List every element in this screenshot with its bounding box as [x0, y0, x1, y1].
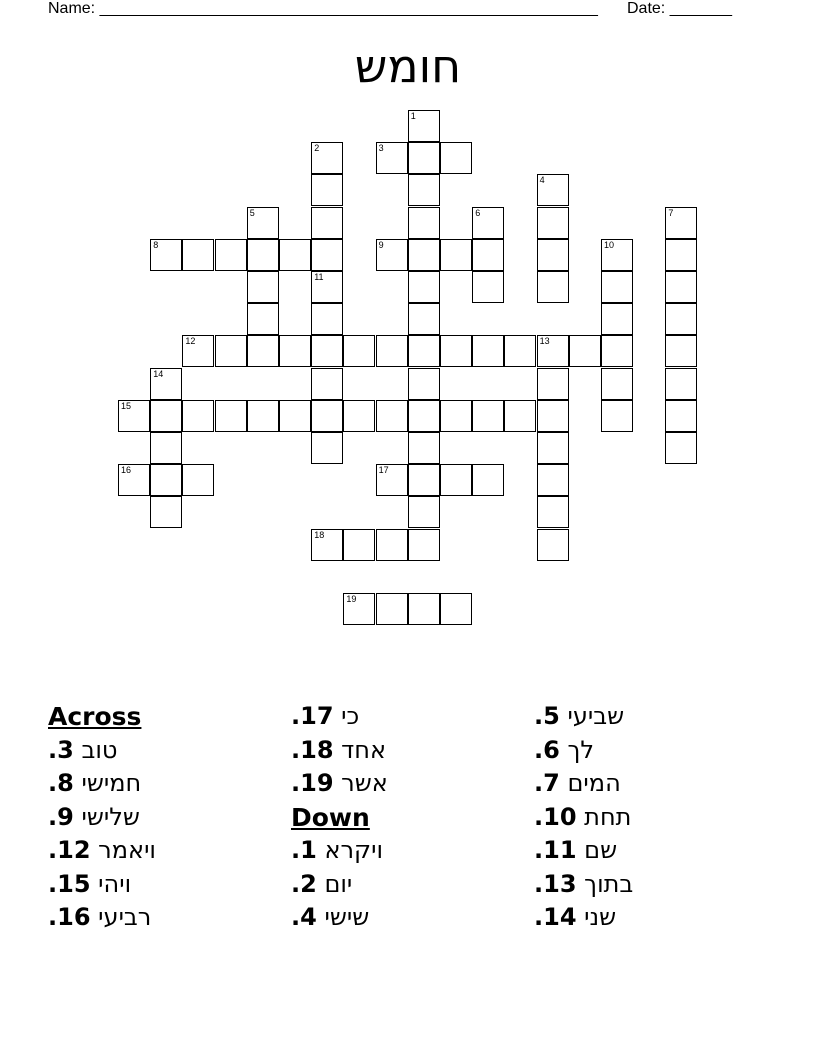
clue-item: [534, 801, 774, 835]
clue-number: 13.: [534, 869, 577, 898]
clue-item: [291, 767, 531, 801]
grid-cell[interactable]: [118, 464, 150, 496]
grid-cell[interactable]: [408, 142, 440, 174]
cell-number: 9: [378, 239, 384, 250]
clue-column-1: [48, 700, 288, 935]
grid-cell[interactable]: [665, 335, 697, 367]
grid-cell[interactable]: [311, 335, 343, 367]
grid-cell[interactable]: [150, 400, 182, 432]
grid-cell[interactable]: [182, 335, 214, 367]
grid-cell[interactable]: [150, 239, 182, 271]
grid-cell[interactable]: [665, 368, 697, 400]
cell-number: 7: [668, 207, 674, 218]
clue-column-3: [534, 700, 774, 935]
grid-cell[interactable]: [537, 368, 569, 400]
grid-cell[interactable]: [408, 207, 440, 239]
clue-number: 18.: [291, 735, 334, 764]
grid-cell[interactable]: [440, 400, 472, 432]
grid-cell[interactable]: [472, 335, 504, 367]
clue-number: 19.: [291, 769, 334, 797]
grid-cell[interactable]: [182, 464, 214, 496]
grid-cell[interactable]: [150, 464, 182, 496]
clue-text: חמישי: [81, 769, 142, 797]
clue-item: [48, 734, 288, 768]
grid-cell[interactable]: [537, 529, 569, 561]
clue-number: 10.: [534, 802, 577, 831]
grid-cell[interactable]: [247, 335, 279, 367]
grid-cell[interactable]: [247, 400, 279, 432]
cell-number: 1: [410, 111, 416, 121]
clue-number: 17.: [291, 702, 334, 730]
cell-number: 5: [249, 207, 255, 218]
page-title: חומש: [354, 39, 462, 93]
grid-cell[interactable]: [247, 239, 279, 271]
clue-text: אשר: [341, 769, 388, 797]
grid-cell[interactable]: [343, 529, 375, 561]
grid-cell[interactable]: [601, 239, 633, 271]
grid-cell[interactable]: [215, 335, 247, 367]
grid-cell[interactable]: [408, 432, 440, 464]
grid-cell[interactable]: [569, 335, 601, 367]
clue-text: אחד: [341, 735, 386, 764]
grid-cell[interactable]: [182, 239, 214, 271]
clue-text: שביעי: [567, 702, 625, 730]
grid-cell[interactable]: [150, 368, 182, 400]
clue-number: 14.: [534, 903, 577, 931]
clue-item: [48, 868, 288, 902]
clue-number: 7.: [534, 769, 560, 797]
clue-number: 3.: [48, 735, 74, 764]
grid-cell[interactable]: [311, 239, 343, 271]
clue-number: 11.: [534, 836, 577, 864]
clue-item: [291, 700, 531, 734]
cell-number: 2: [314, 143, 320, 154]
grid-cell[interactable]: [537, 174, 569, 206]
cell-number: 17: [378, 465, 389, 476]
grid-cell[interactable]: [601, 303, 633, 335]
cell-number: 8: [153, 239, 159, 250]
name-field-label: Name: ________________________________________________________: [48, 0, 598, 17]
clue-number: 2.: [291, 869, 317, 898]
clue-text: שלישי: [81, 802, 140, 831]
clue-item: [291, 834, 531, 868]
grid-cell[interactable]: [311, 207, 343, 239]
clue-text: תחת: [584, 802, 632, 831]
clue-text: רביעי: [98, 903, 152, 931]
grid-cell[interactable]: [279, 239, 311, 271]
grid-cell[interactable]: [408, 593, 440, 625]
grid-cell[interactable]: [408, 400, 440, 432]
grid-cell[interactable]: [376, 239, 408, 271]
cell-number: 10: [604, 239, 615, 250]
clue-number: 15.: [48, 869, 91, 898]
cell-number: 4: [539, 175, 545, 186]
grid-cell[interactable]: [537, 432, 569, 464]
grid-cell[interactable]: [311, 303, 343, 335]
clue-item: [291, 734, 531, 768]
grid-cell[interactable]: [408, 529, 440, 561]
cell-number: 11: [314, 272, 324, 282]
grid-cell[interactable]: [472, 464, 504, 496]
grid-cell[interactable]: [440, 335, 472, 367]
clue-item: [534, 834, 774, 868]
grid-cell[interactable]: [343, 335, 375, 367]
grid-cell[interactable]: [601, 400, 633, 432]
grid-cell[interactable]: [537, 400, 569, 432]
grid-cell[interactable]: [376, 142, 408, 174]
grid-cell[interactable]: [440, 593, 472, 625]
grid-cell[interactable]: [118, 400, 150, 432]
cell-number: 16: [121, 465, 132, 476]
grid-cell[interactable]: [408, 110, 440, 142]
grid-cell[interactable]: [665, 207, 697, 239]
cell-number: 3: [378, 143, 384, 154]
grid-cell[interactable]: [601, 271, 633, 303]
clue-item: [534, 868, 774, 902]
clue-text: יום: [324, 869, 353, 898]
cell-number: 12: [185, 336, 196, 347]
grid-cell[interactable]: [665, 271, 697, 303]
grid-cell[interactable]: [537, 496, 569, 528]
clue-number: 12.: [48, 836, 91, 864]
clue-item: [48, 901, 288, 935]
grid-cell[interactable]: [665, 303, 697, 335]
clue-heading: Across: [48, 702, 142, 731]
clue-item: [48, 834, 288, 868]
grid-cell[interactable]: [311, 529, 343, 561]
clue-item: [291, 868, 531, 902]
clue-text: שישי: [324, 903, 370, 931]
clue-text: טוב: [81, 735, 118, 764]
cell-number: 15: [121, 400, 132, 411]
grid-cell[interactable]: [504, 335, 536, 367]
clue-number: 4.: [291, 903, 317, 931]
clue-text: המים: [567, 769, 621, 797]
grid-cell[interactable]: [150, 432, 182, 464]
grid-cell[interactable]: [408, 464, 440, 496]
clue-text: שני: [584, 903, 617, 931]
grid-cell[interactable]: [440, 142, 472, 174]
clue-text: לך: [567, 735, 594, 764]
clue-text: שם: [584, 836, 618, 864]
clue-number: 5.: [534, 702, 560, 730]
grid-cell[interactable]: [472, 400, 504, 432]
grid-cell[interactable]: [376, 593, 408, 625]
grid-cell[interactable]: [279, 335, 311, 367]
clue-number: 9.: [48, 802, 74, 831]
grid-cell[interactable]: [504, 400, 536, 432]
grid-cell[interactable]: [376, 400, 408, 432]
clue-text: ויאמר: [98, 836, 156, 864]
grid-cell[interactable]: [311, 174, 343, 206]
grid-cell[interactable]: [408, 271, 440, 303]
grid-cell[interactable]: [408, 335, 440, 367]
grid-cell[interactable]: [376, 335, 408, 367]
grid-cell[interactable]: [537, 464, 569, 496]
clue-item: [534, 734, 774, 768]
grid-cell[interactable]: [408, 239, 440, 271]
grid-cell[interactable]: [247, 207, 279, 239]
grid-cell[interactable]: [601, 368, 633, 400]
cell-number: 19: [346, 594, 357, 604]
grid-cell[interactable]: [150, 496, 182, 528]
clue-item: [48, 801, 288, 835]
clue-text: כי: [341, 702, 360, 730]
grid-cell[interactable]: [311, 368, 343, 400]
grid-cell[interactable]: [279, 400, 311, 432]
grid-cell[interactable]: [440, 239, 472, 271]
grid-cell[interactable]: [665, 400, 697, 432]
grid-cell[interactable]: [665, 239, 697, 271]
grid-cell[interactable]: [408, 496, 440, 528]
grid-cell[interactable]: [601, 335, 633, 367]
grid-cell[interactable]: [665, 432, 697, 464]
grid-cell[interactable]: [472, 239, 504, 271]
clue-text: ויקרא: [324, 836, 383, 864]
grid-cell[interactable]: [247, 303, 279, 335]
grid-cell[interactable]: [472, 271, 504, 303]
grid-cell[interactable]: [376, 529, 408, 561]
grid-cell[interactable]: [343, 593, 375, 625]
clue-item: [534, 901, 774, 935]
grid-cell[interactable]: [408, 174, 440, 206]
clue-number: 6.: [534, 735, 560, 764]
grid-cell[interactable]: [408, 368, 440, 400]
grid-cell[interactable]: [247, 271, 279, 303]
clue-text: בתוך: [584, 869, 634, 898]
grid-cell[interactable]: [182, 400, 214, 432]
clue-number: 16.: [48, 903, 91, 931]
grid-cell[interactable]: [343, 400, 375, 432]
clue-number: 1.: [291, 836, 317, 864]
clue-item: [48, 767, 288, 801]
clue-item: [534, 700, 774, 734]
date-field-label: Date: _______: [627, 0, 732, 17]
grid-cell[interactable]: [376, 464, 408, 496]
grid-cell[interactable]: [537, 335, 569, 367]
grid-cell[interactable]: [311, 400, 343, 432]
clue-column-2: [291, 700, 531, 935]
grid-cell[interactable]: [537, 239, 569, 271]
clue-item: [291, 901, 531, 935]
grid-cell[interactable]: [472, 207, 504, 239]
grid-cell[interactable]: [215, 239, 247, 271]
grid-cell[interactable]: [537, 271, 569, 303]
clue-item: [534, 767, 774, 801]
grid-cell[interactable]: [215, 400, 247, 432]
cell-number: 6: [475, 207, 481, 218]
cell-number: 13: [539, 336, 550, 347]
grid-cell[interactable]: [440, 464, 472, 496]
clue-heading: Down: [291, 802, 370, 832]
grid-cell[interactable]: [311, 142, 343, 174]
clue-number: 8.: [48, 769, 74, 797]
grid-cell[interactable]: [311, 432, 343, 464]
cell-number: 18: [314, 529, 325, 540]
clue-text: ויהי: [98, 869, 132, 898]
cell-number: 14: [153, 368, 164, 379]
grid-cell[interactable]: [408, 303, 440, 335]
grid-cell[interactable]: [311, 271, 343, 303]
grid-cell[interactable]: [537, 207, 569, 239]
